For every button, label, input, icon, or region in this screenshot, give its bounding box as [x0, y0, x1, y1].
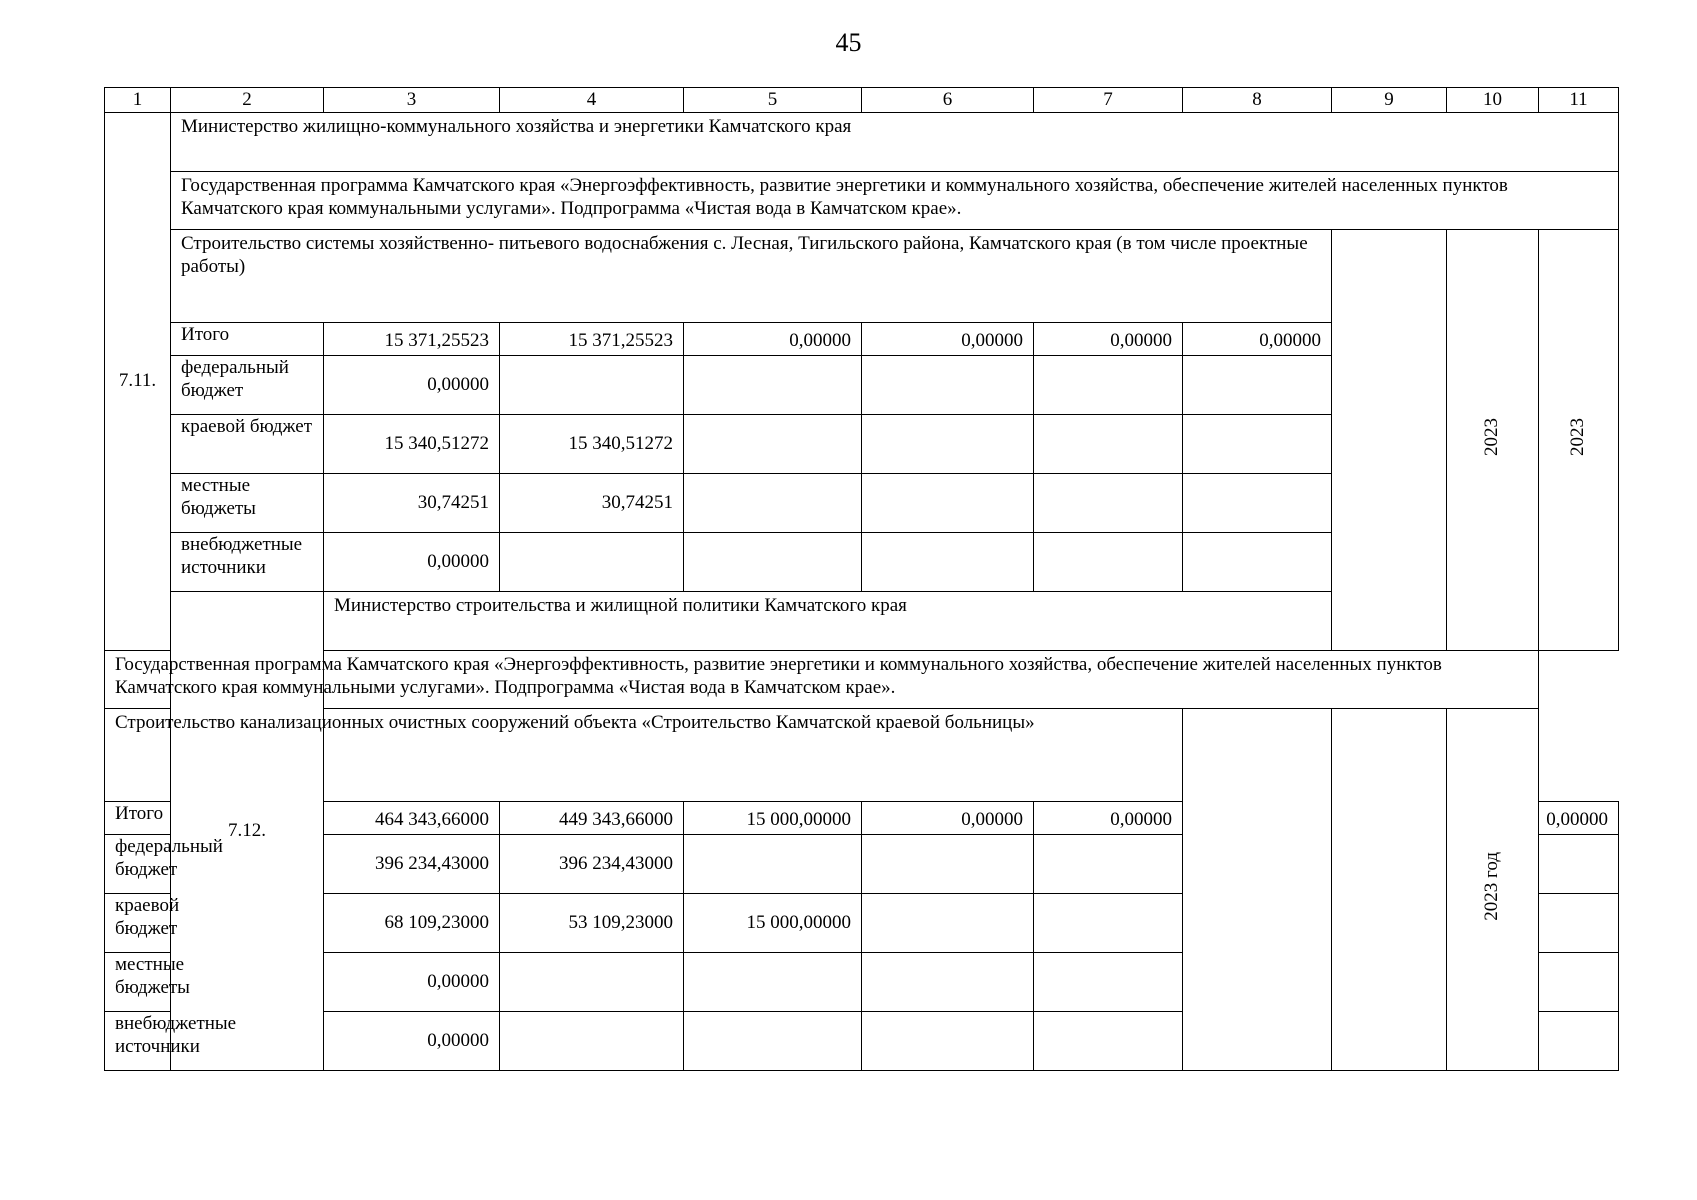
- col10-cell: [1332, 709, 1447, 1071]
- value-cell: 0,00000: [862, 802, 1034, 835]
- value-cell: [862, 356, 1034, 415]
- value-cell: [500, 356, 684, 415]
- row-label: федеральный бюджет: [105, 835, 171, 894]
- row-label: Итого: [171, 323, 324, 356]
- value-cell: [862, 1012, 1034, 1071]
- col11-year: 2023: [1539, 230, 1619, 651]
- section-number: 7.12.: [171, 592, 324, 1071]
- value-cell: 0,00000: [1539, 802, 1619, 835]
- section-program-row: [105, 172, 1619, 230]
- value-cell: [684, 474, 862, 533]
- value-cell: [1034, 1012, 1183, 1071]
- col9-cell: [1332, 230, 1447, 651]
- value-cell: 0,00000: [684, 323, 862, 356]
- row-label: федеральный бюджет: [171, 356, 324, 415]
- value-cell: [862, 953, 1034, 1012]
- value-cell: [1183, 356, 1332, 415]
- value-cell: 0,00000: [1034, 802, 1183, 835]
- value-cell: [862, 894, 1034, 953]
- section-ministry-row: [105, 592, 1619, 651]
- page-number: 45: [835, 28, 862, 57]
- row-label: краевой бюджет: [105, 894, 171, 953]
- value-cell: [684, 356, 862, 415]
- value-cell: [1034, 835, 1183, 894]
- value-cell: [1539, 835, 1619, 894]
- value-cell: 396 234,43000: [500, 835, 684, 894]
- value-cell: 464 343,66000: [324, 802, 500, 835]
- row-label: местные бюджеты: [105, 953, 171, 1012]
- value-cell: 15 371,25523: [324, 323, 500, 356]
- value-cell: 68 109,23000: [324, 894, 500, 953]
- value-cell: [1034, 953, 1183, 1012]
- value-cell: 0,00000: [324, 1012, 500, 1071]
- column-number: 6: [862, 88, 1034, 113]
- value-cell: 396 234,43000: [324, 835, 500, 894]
- ministry-name: Министерство строительства и жилищной политики Камчатского края: [324, 592, 1619, 651]
- column-number: 1: [105, 88, 171, 113]
- value-cell: [862, 835, 1034, 894]
- value-cell: 0,00000: [862, 323, 1034, 356]
- value-cell: [1183, 474, 1332, 533]
- program-name: Государственная программа Камчатского края «Энергоэффективность, развитие энергетики и коммунального хозяйства, обеспечение жителей населенных пунктов Камчатского края коммунальными услугами». Подпрограмма «Чистая вода в Камчатском крае».: [171, 172, 1619, 230]
- col11-year: 2023 год: [1447, 709, 1539, 1071]
- column-number: 4: [500, 88, 684, 113]
- value-cell: [500, 1012, 684, 1071]
- value-cell: 30,74251: [500, 474, 684, 533]
- column-number: 11: [1539, 88, 1619, 113]
- value-cell: 15 000,00000: [684, 894, 862, 953]
- col9-cell: [1183, 709, 1332, 1071]
- value-cell: [684, 835, 862, 894]
- column-number: 5: [684, 88, 862, 113]
- value-cell: 15 340,51272: [324, 415, 500, 474]
- column-number: 10: [1447, 88, 1539, 113]
- section-object-row: [105, 709, 1619, 802]
- value-cell: 0,00000: [324, 533, 500, 592]
- value-cell: 0,00000: [324, 356, 500, 415]
- value-cell: 0,00000: [324, 953, 500, 1012]
- value-cell: [1539, 1012, 1619, 1071]
- object-name: Строительство системы хозяйственно- питьевого водоснабжения с. Лесная, Тигильского района, Камчатского края (в том числе проектные работы): [171, 230, 1332, 323]
- column-number: 9: [1332, 88, 1447, 113]
- value-cell: [1034, 356, 1183, 415]
- value-cell: 53 109,23000: [500, 894, 684, 953]
- ministry-name: Министерство жилищно-коммунального хозяйства и энергетики Камчатского края: [171, 113, 1619, 172]
- value-cell: [684, 533, 862, 592]
- budget-table: [104, 87, 1619, 1071]
- row-label: Итого: [105, 802, 171, 835]
- value-cell: [862, 415, 1034, 474]
- value-cell: [684, 953, 862, 1012]
- value-cell: [1183, 533, 1332, 592]
- value-cell: [500, 953, 684, 1012]
- program-name: Государственная программа Камчатского края «Энергоэффективность, развитие энергетики и коммунального хозяйства, обеспечение жителей населенных пунктов Камчатского края коммунальными услугами». Подпрограмма «Чистая вода в Камчатском крае».: [105, 651, 1539, 709]
- value-cell: 449 343,66000: [500, 802, 684, 835]
- value-cell: [1034, 533, 1183, 592]
- value-cell: [684, 1012, 862, 1071]
- column-number: 8: [1183, 88, 1332, 113]
- column-number-row: [105, 88, 1619, 113]
- row-label: местные бюджеты: [171, 474, 324, 533]
- col10-year: 2023: [1447, 230, 1539, 651]
- value-cell: [1183, 415, 1332, 474]
- section-program-row: [105, 651, 1619, 709]
- value-cell: [1034, 894, 1183, 953]
- value-cell: 15 340,51272: [500, 415, 684, 474]
- column-number: 7: [1034, 88, 1183, 113]
- section-number: 7.11.: [105, 113, 171, 651]
- value-cell: 30,74251: [324, 474, 500, 533]
- object-name: Строительство канализационных очистных сооружений объекта «Строительство Камчатской краевой больницы»: [105, 709, 1183, 802]
- value-cell: [1034, 474, 1183, 533]
- value-cell: [1539, 953, 1619, 1012]
- section-object-row: [105, 230, 1619, 323]
- value-cell: [1539, 894, 1619, 953]
- value-cell: 0,00000: [1034, 323, 1183, 356]
- value-cell: 15 000,00000: [684, 802, 862, 835]
- row-label: краевой бюджет: [171, 415, 324, 474]
- column-number: 3: [324, 88, 500, 113]
- section-ministry-row: [105, 113, 1619, 172]
- value-cell: 0,00000: [1183, 323, 1332, 356]
- row-label: внебюджетные источники: [105, 1012, 171, 1071]
- row-label: внебюджетные источники: [171, 533, 324, 592]
- value-cell: [500, 533, 684, 592]
- value-cell: [862, 533, 1034, 592]
- value-cell: [684, 415, 862, 474]
- column-number: 2: [171, 88, 324, 113]
- value-cell: [862, 474, 1034, 533]
- value-cell: 15 371,25523: [500, 323, 684, 356]
- value-cell: [1034, 415, 1183, 474]
